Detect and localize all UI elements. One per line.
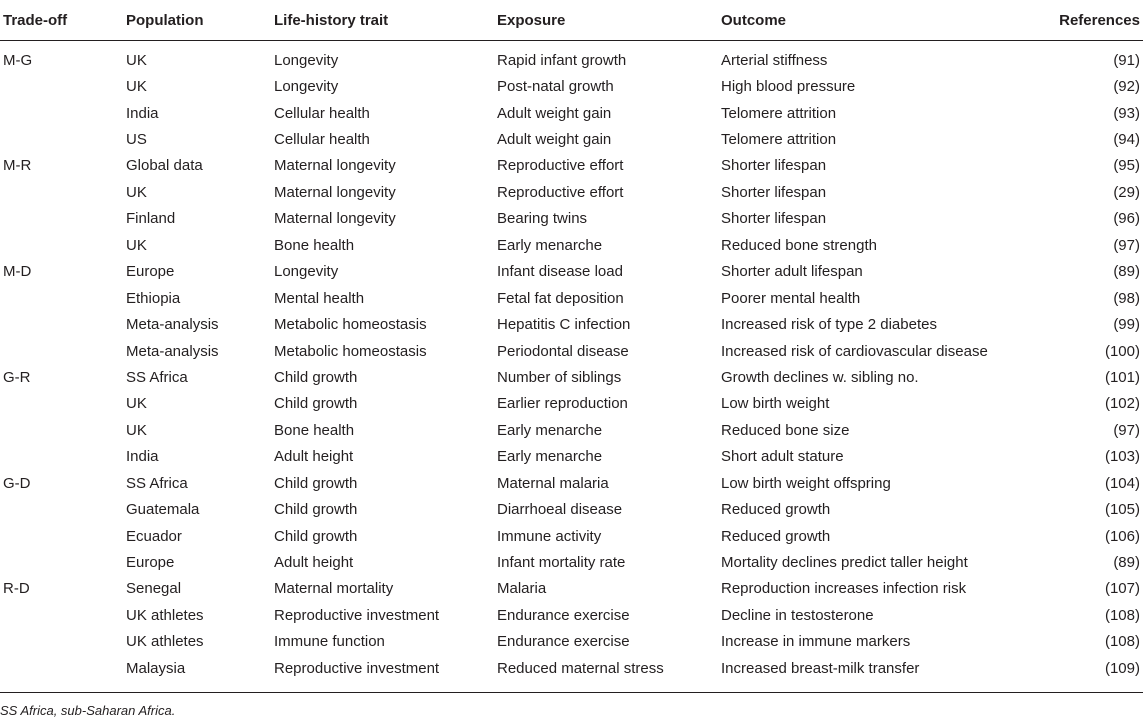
table-row xyxy=(0,364,1143,390)
trait-cell: Longevity xyxy=(274,51,339,69)
header-exposure: Exposure xyxy=(497,0,721,41)
outcome-cell: Reduced growth xyxy=(721,501,831,519)
population-cell: SS Africa xyxy=(126,368,188,386)
population-cell: UK athletes xyxy=(126,633,204,651)
outcome-cell: Reduced bone size xyxy=(721,421,850,439)
header-references: References xyxy=(1025,0,1143,41)
population-cell: UK athletes xyxy=(126,606,204,624)
trade-off-cell xyxy=(0,444,126,470)
exposure-cell: Post-natal growth xyxy=(497,78,614,96)
exposure-cell: Endurance exercise xyxy=(497,633,630,651)
reference-cell: (92) xyxy=(1113,78,1140,96)
trade-off-cell: G-R xyxy=(3,368,31,386)
outcome-cell: Arterial stiffness xyxy=(721,51,828,69)
outcome-cell: Short adult stature xyxy=(721,448,844,466)
trade-off-cell xyxy=(0,417,126,443)
trade-off-cell xyxy=(0,523,126,549)
population-cell: Ecuador xyxy=(126,527,182,545)
table-row xyxy=(0,232,1143,258)
population-cell: UK xyxy=(126,183,147,201)
reference-cell: (97) xyxy=(1113,421,1140,439)
exposure-cell: Infant disease load xyxy=(497,263,623,281)
trait-cell: Longevity xyxy=(274,263,339,281)
trait-cell: Child growth xyxy=(274,501,358,519)
reference-cell: (98) xyxy=(1113,289,1140,307)
outcome-cell: Increase in immune markers xyxy=(721,633,911,651)
exposure-cell: Immune activity xyxy=(497,527,602,545)
trade-off-cell xyxy=(0,496,126,522)
table-row xyxy=(0,549,1143,575)
exposure-cell: Periodontal disease xyxy=(497,342,629,360)
population-cell: Global data xyxy=(126,157,203,175)
outcome-cell: Low birth weight xyxy=(721,395,830,413)
outcome-cell: Increased breast-milk transfer xyxy=(721,659,920,677)
reference-cell: (109) xyxy=(1104,659,1140,677)
trait-cell: Metabolic homeostasis xyxy=(274,316,427,334)
table-row xyxy=(0,100,1143,126)
table-row xyxy=(0,206,1143,232)
population-cell: UK xyxy=(126,78,147,96)
exposure-cell: Bearing twins xyxy=(497,210,588,228)
trade-off-cell xyxy=(0,602,126,628)
trait-cell: Child growth xyxy=(274,527,358,545)
population-cell: Finland xyxy=(126,210,176,228)
exposure-cell: Adult weight gain xyxy=(497,131,612,149)
reference-cell: (89) xyxy=(1113,554,1140,572)
trait-cell: Child growth xyxy=(274,474,358,492)
exposure-cell: Early menarche xyxy=(497,448,603,466)
trade-off-cell xyxy=(0,100,126,126)
population-cell: India xyxy=(126,104,159,122)
trade-off-cell xyxy=(0,285,126,311)
exposure-cell: Reproductive effort xyxy=(497,183,624,201)
trade-off-cell xyxy=(0,655,126,681)
table-row xyxy=(0,470,1143,496)
population-cell: Europe xyxy=(126,263,175,281)
outcome-cell: Shorter lifespan xyxy=(721,210,827,228)
trade-off-cell: M-R xyxy=(3,157,32,175)
exposure-cell: Endurance exercise xyxy=(497,606,630,624)
trade-off-cell: M-D xyxy=(3,263,32,281)
header-outcome: Outcome xyxy=(721,0,1025,41)
table-row xyxy=(0,391,1143,417)
trait-cell: Mental health xyxy=(274,289,365,307)
trade-off-cell xyxy=(0,549,126,575)
population-cell: UK xyxy=(126,51,147,69)
outcome-cell: Increased risk of cardiovascular disease xyxy=(721,342,988,360)
exposure-cell: Rapid infant growth xyxy=(497,51,627,69)
population-cell: UK xyxy=(126,236,147,254)
table-row xyxy=(0,153,1143,179)
outcome-cell: Shorter lifespan xyxy=(721,157,827,175)
trade-off-cell xyxy=(0,126,126,152)
population-cell: UK xyxy=(126,395,147,413)
table-row xyxy=(0,655,1143,681)
population-cell: UK xyxy=(126,421,147,439)
table-row xyxy=(0,41,1143,74)
population-cell: US xyxy=(126,131,147,149)
reference-cell: (29) xyxy=(1113,183,1140,201)
exposure-cell: Diarrhoeal disease xyxy=(497,501,623,519)
exposure-cell: Malaria xyxy=(497,580,547,598)
reference-cell: (108) xyxy=(1104,606,1140,624)
trade-off-cell: G-D xyxy=(3,474,31,492)
exposure-cell: Fetal fat deposition xyxy=(497,289,624,307)
reference-cell: (104) xyxy=(1104,474,1140,492)
trait-cell: Maternal longevity xyxy=(274,183,396,201)
table-row xyxy=(0,73,1143,99)
exposure-cell: Maternal malaria xyxy=(497,474,609,492)
table-footnote: SS Africa, sub-Saharan Africa. xyxy=(0,703,176,718)
table-body xyxy=(0,41,1143,682)
trade-off-cell xyxy=(0,73,126,99)
trade-off-cell xyxy=(0,629,126,655)
reference-cell: (97) xyxy=(1113,236,1140,254)
table-row xyxy=(0,496,1143,522)
table-row xyxy=(0,338,1143,364)
table-row xyxy=(0,523,1143,549)
reference-cell: (94) xyxy=(1113,131,1140,149)
population-cell: India xyxy=(126,448,159,466)
trade-off-cell xyxy=(0,338,126,364)
outcome-cell: Reduced bone strength xyxy=(721,236,877,254)
trade-off-cell xyxy=(0,232,126,258)
reference-cell: (95) xyxy=(1113,157,1140,175)
outcome-cell: Increased risk of type 2 diabetes xyxy=(721,316,937,334)
table-row xyxy=(0,602,1143,628)
trade-off-cell: M-G xyxy=(3,51,33,69)
outcome-cell: Telomere attrition xyxy=(721,131,837,149)
table-row xyxy=(0,259,1143,285)
outcome-cell: Shorter adult lifespan xyxy=(721,263,863,281)
trade-off-cell xyxy=(0,179,126,205)
trait-cell: Child growth xyxy=(274,395,358,413)
table-row xyxy=(0,629,1143,655)
table-header xyxy=(0,0,1143,41)
reference-cell: (89) xyxy=(1113,263,1140,281)
table-row xyxy=(0,576,1143,602)
outcome-cell: Reproduction increases infection risk xyxy=(721,580,967,598)
trait-cell: Child growth xyxy=(274,368,358,386)
outcome-cell: Telomere attrition xyxy=(721,104,837,122)
reference-cell: (100) xyxy=(1104,342,1140,360)
reference-cell: (102) xyxy=(1104,395,1140,413)
outcome-cell: Low birth weight offspring xyxy=(721,474,891,492)
reference-cell: (105) xyxy=(1104,501,1140,519)
outcome-cell: Reduced growth xyxy=(721,527,831,545)
trait-cell: Immune function xyxy=(274,633,385,651)
trait-cell: Metabolic homeostasis xyxy=(274,342,427,360)
exposure-cell: Reproductive effort xyxy=(497,157,624,175)
population-cell: SS Africa xyxy=(126,474,188,492)
reference-cell: (108) xyxy=(1104,633,1140,651)
trait-cell: Cellular health xyxy=(274,131,370,149)
trait-cell: Longevity xyxy=(274,78,339,96)
trait-cell: Bone health xyxy=(274,236,355,254)
population-cell: Guatemala xyxy=(126,501,200,519)
population-cell: Senegal xyxy=(126,580,182,598)
trait-cell: Cellular health xyxy=(274,104,370,122)
trait-cell: Bone health xyxy=(274,421,355,439)
reference-cell: (103) xyxy=(1104,448,1140,466)
exposure-cell: Early menarche xyxy=(497,236,603,254)
trade-off-cell xyxy=(0,311,126,337)
reference-cell: (91) xyxy=(1113,51,1140,69)
outcome-cell: Poorer mental health xyxy=(721,289,861,307)
trait-cell: Adult height xyxy=(274,448,354,466)
reference-cell: (96) xyxy=(1113,210,1140,228)
outcome-cell: Decline in testosterone xyxy=(721,606,874,624)
trait-cell: Maternal longevity xyxy=(274,210,396,228)
exposure-cell: Hepatitis C infection xyxy=(497,316,631,334)
trait-cell: Maternal longevity xyxy=(274,157,396,175)
population-cell: Meta-analysis xyxy=(126,342,219,360)
reference-cell: (101) xyxy=(1104,368,1140,386)
exposure-cell: Reduced maternal stress xyxy=(497,659,664,677)
header-row xyxy=(0,0,1143,41)
table-row xyxy=(0,179,1143,205)
population-cell: Europe xyxy=(126,554,175,572)
population-cell: Malaysia xyxy=(126,659,186,677)
reference-cell: (93) xyxy=(1113,104,1140,122)
outcome-cell: Growth declines w. sibling no. xyxy=(721,368,919,386)
outcome-cell: High blood pressure xyxy=(721,78,856,96)
reference-cell: (106) xyxy=(1104,527,1140,545)
outcome-cell: Shorter lifespan xyxy=(721,183,827,201)
trade-off-cell xyxy=(0,391,126,417)
trade-off-cell: R-D xyxy=(3,580,30,598)
exposure-cell: Adult weight gain xyxy=(497,104,612,122)
exposure-cell: Early menarche xyxy=(497,421,603,439)
trait-cell: Reproductive investment xyxy=(274,606,440,624)
trait-cell: Adult height xyxy=(274,554,354,572)
table-bottom-rule xyxy=(0,692,1143,693)
table-row xyxy=(0,285,1143,311)
exposure-cell: Number of siblings xyxy=(497,368,622,386)
table-row xyxy=(0,417,1143,443)
exposure-cell: Infant mortality rate xyxy=(497,554,626,572)
trait-cell: Reproductive investment xyxy=(274,659,440,677)
population-cell: Ethiopia xyxy=(126,289,181,307)
reference-cell: (99) xyxy=(1113,316,1140,334)
reference-cell: (107) xyxy=(1104,580,1140,598)
trade-off-cell xyxy=(0,206,126,232)
population-cell: Meta-analysis xyxy=(126,316,219,334)
header-life-history-trait: Life-history trait xyxy=(274,0,497,41)
outcome-cell: Mortality declines predict taller height xyxy=(721,554,968,572)
table-row xyxy=(0,311,1143,337)
header-trade-off: Trade-off xyxy=(0,0,126,41)
trait-cell: Maternal mortality xyxy=(274,580,394,598)
exposure-cell: Earlier reproduction xyxy=(497,395,628,413)
header-population: Population xyxy=(126,0,274,41)
table-row xyxy=(0,126,1143,152)
table-row xyxy=(0,444,1143,470)
